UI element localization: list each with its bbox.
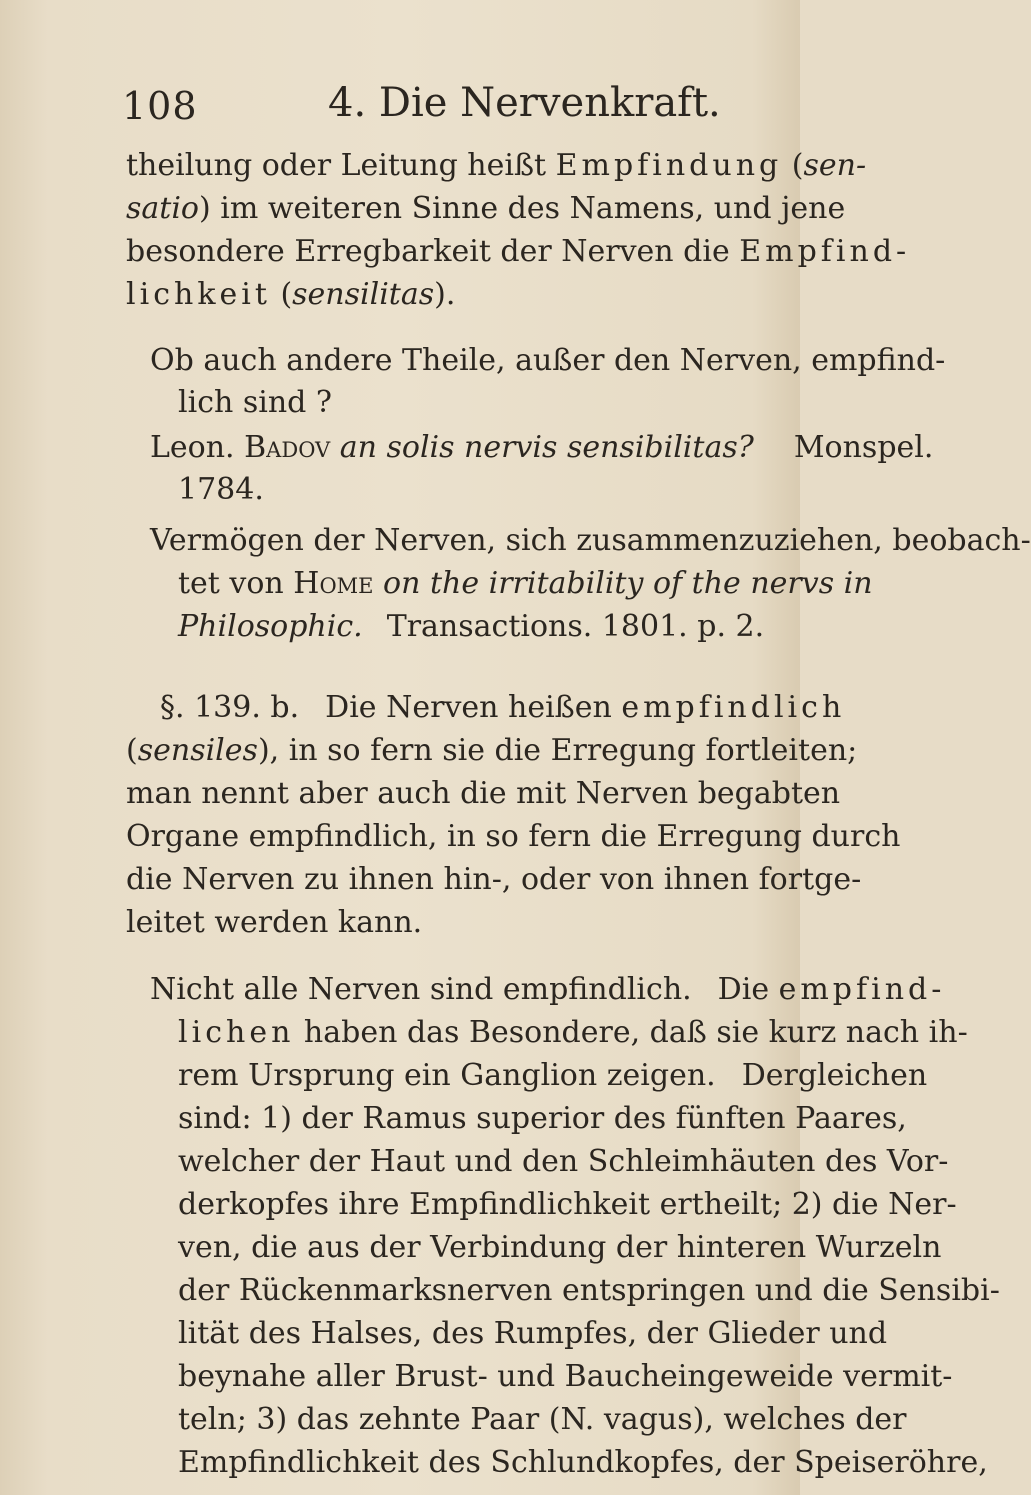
latin-title: an solis nervis sensibilitas? <box>330 430 754 465</box>
text-line: ven, die aus der Verbindung der hinteren Wurzeln <box>178 1230 942 1265</box>
text-segment: Die Nerven heißen <box>325 690 622 725</box>
text-line <box>178 1058 927 1094</box>
author-name: Home <box>293 566 374 601</box>
text-line: Organe empfindlich, in so fern die Erregung durch <box>126 819 901 854</box>
text-segment: Monspel. <box>793 430 934 465</box>
text-segment: Leon. <box>150 430 245 465</box>
text-segment: rem Ursprung ein Ganglion zeigen. <box>178 1058 716 1093</box>
section-number: §. 139. b. <box>160 690 300 725</box>
reference-line <box>150 430 933 466</box>
text-segment: ( <box>270 277 293 312</box>
text-segment: Dergleichen <box>741 1058 928 1093</box>
text-line: der Rückenmarksnerven entspringen und die Sensibi- <box>178 1273 1000 1308</box>
text-segment: besondere Erregbarkeit der Nerven die <box>126 234 740 269</box>
text-segment: ( <box>126 733 138 768</box>
text-line <box>126 733 857 769</box>
text-segment: tet von <box>178 566 294 601</box>
question-line: lich sind ? <box>178 385 332 420</box>
english-title: Philosophic. <box>178 609 363 644</box>
text-line: lität des Halses, des Rumpfes, der Glieder und <box>178 1316 888 1351</box>
reference-line <box>178 609 764 645</box>
text-line <box>126 148 866 184</box>
latin-term: satio <box>126 191 199 226</box>
english-title: on the irritability of the nervs in <box>373 566 873 601</box>
text-line: die Nerven zu ihnen hin-, oder von ihnen fortge- <box>126 862 862 897</box>
running-title: 4. Die Nervenkraft. <box>328 80 721 126</box>
text-line <box>126 234 910 270</box>
page-header <box>118 70 758 130</box>
emphasized-term: Empfindung <box>555 148 783 183</box>
text-segment: ), in so fern sie die Erregung fortleiten; <box>257 733 858 768</box>
emphasized-term: lichen <box>178 1015 295 1050</box>
emphasized-term: Empfind- <box>739 234 911 269</box>
text-line <box>126 277 455 313</box>
text-segment: Transactions. 1801. p. 2. <box>386 609 765 644</box>
text-segment: Nicht alle Nerven sind empfindlich. <box>150 972 692 1007</box>
text-line <box>150 972 945 1008</box>
text-line: sind: 1) der Ramus superior des fünften Paares, <box>178 1101 907 1136</box>
text-segment: ( <box>782 148 804 183</box>
reference-line <box>178 566 873 602</box>
latin-term: sensiles <box>137 733 258 768</box>
text-segment: ). <box>434 277 456 312</box>
text-line: welcher der Haut und den Schleimhäuten des Vor- <box>178 1144 949 1179</box>
text-line <box>178 1015 968 1051</box>
text-line: leitet werden kann. <box>126 905 423 940</box>
emphasized-term: lichkeit <box>126 277 271 312</box>
text-line: Empfindlichkeit des Schlundkopfes, der Speiseröhre, <box>178 1445 988 1480</box>
text-segment: haben das Besondere, daß sie kurz nach ih- <box>294 1015 968 1050</box>
emphasized-term: empfindlich <box>621 690 846 725</box>
question-line: Ob auch andere Theile, außer den Nerven, empfind- <box>150 343 946 378</box>
section-line <box>160 690 845 726</box>
latin-term: sen- <box>803 148 867 183</box>
text-line: man nennt aber auch die mit Nerven begabten <box>126 776 841 811</box>
page-number: 108 <box>122 84 198 128</box>
text-segment: Die <box>717 972 779 1007</box>
text-line: derkopfes ihre Empfindlichkeit ertheilt; 2) die Ner- <box>178 1187 957 1222</box>
text-segment: theilung oder Leitung heißt <box>126 148 556 183</box>
text-line <box>126 191 845 227</box>
author-name: Badov <box>244 430 331 465</box>
text-line: beynahe aller Brust- und Baucheingeweide vermit- <box>178 1359 953 1394</box>
text-line: teln; 3) das zehnte Paar (N. vagus), welches der <box>178 1402 907 1437</box>
latin-term: sensilitas <box>292 277 435 312</box>
reference-line: 1784. <box>178 472 264 507</box>
text-segment: ) im weiteren Sinne des Namens, und jene <box>199 191 846 226</box>
reference-line: Vermögen der Nerven, sich zusammenzuziehen, beobach- <box>150 523 1031 558</box>
emphasized-term: empfind- <box>778 972 946 1007</box>
